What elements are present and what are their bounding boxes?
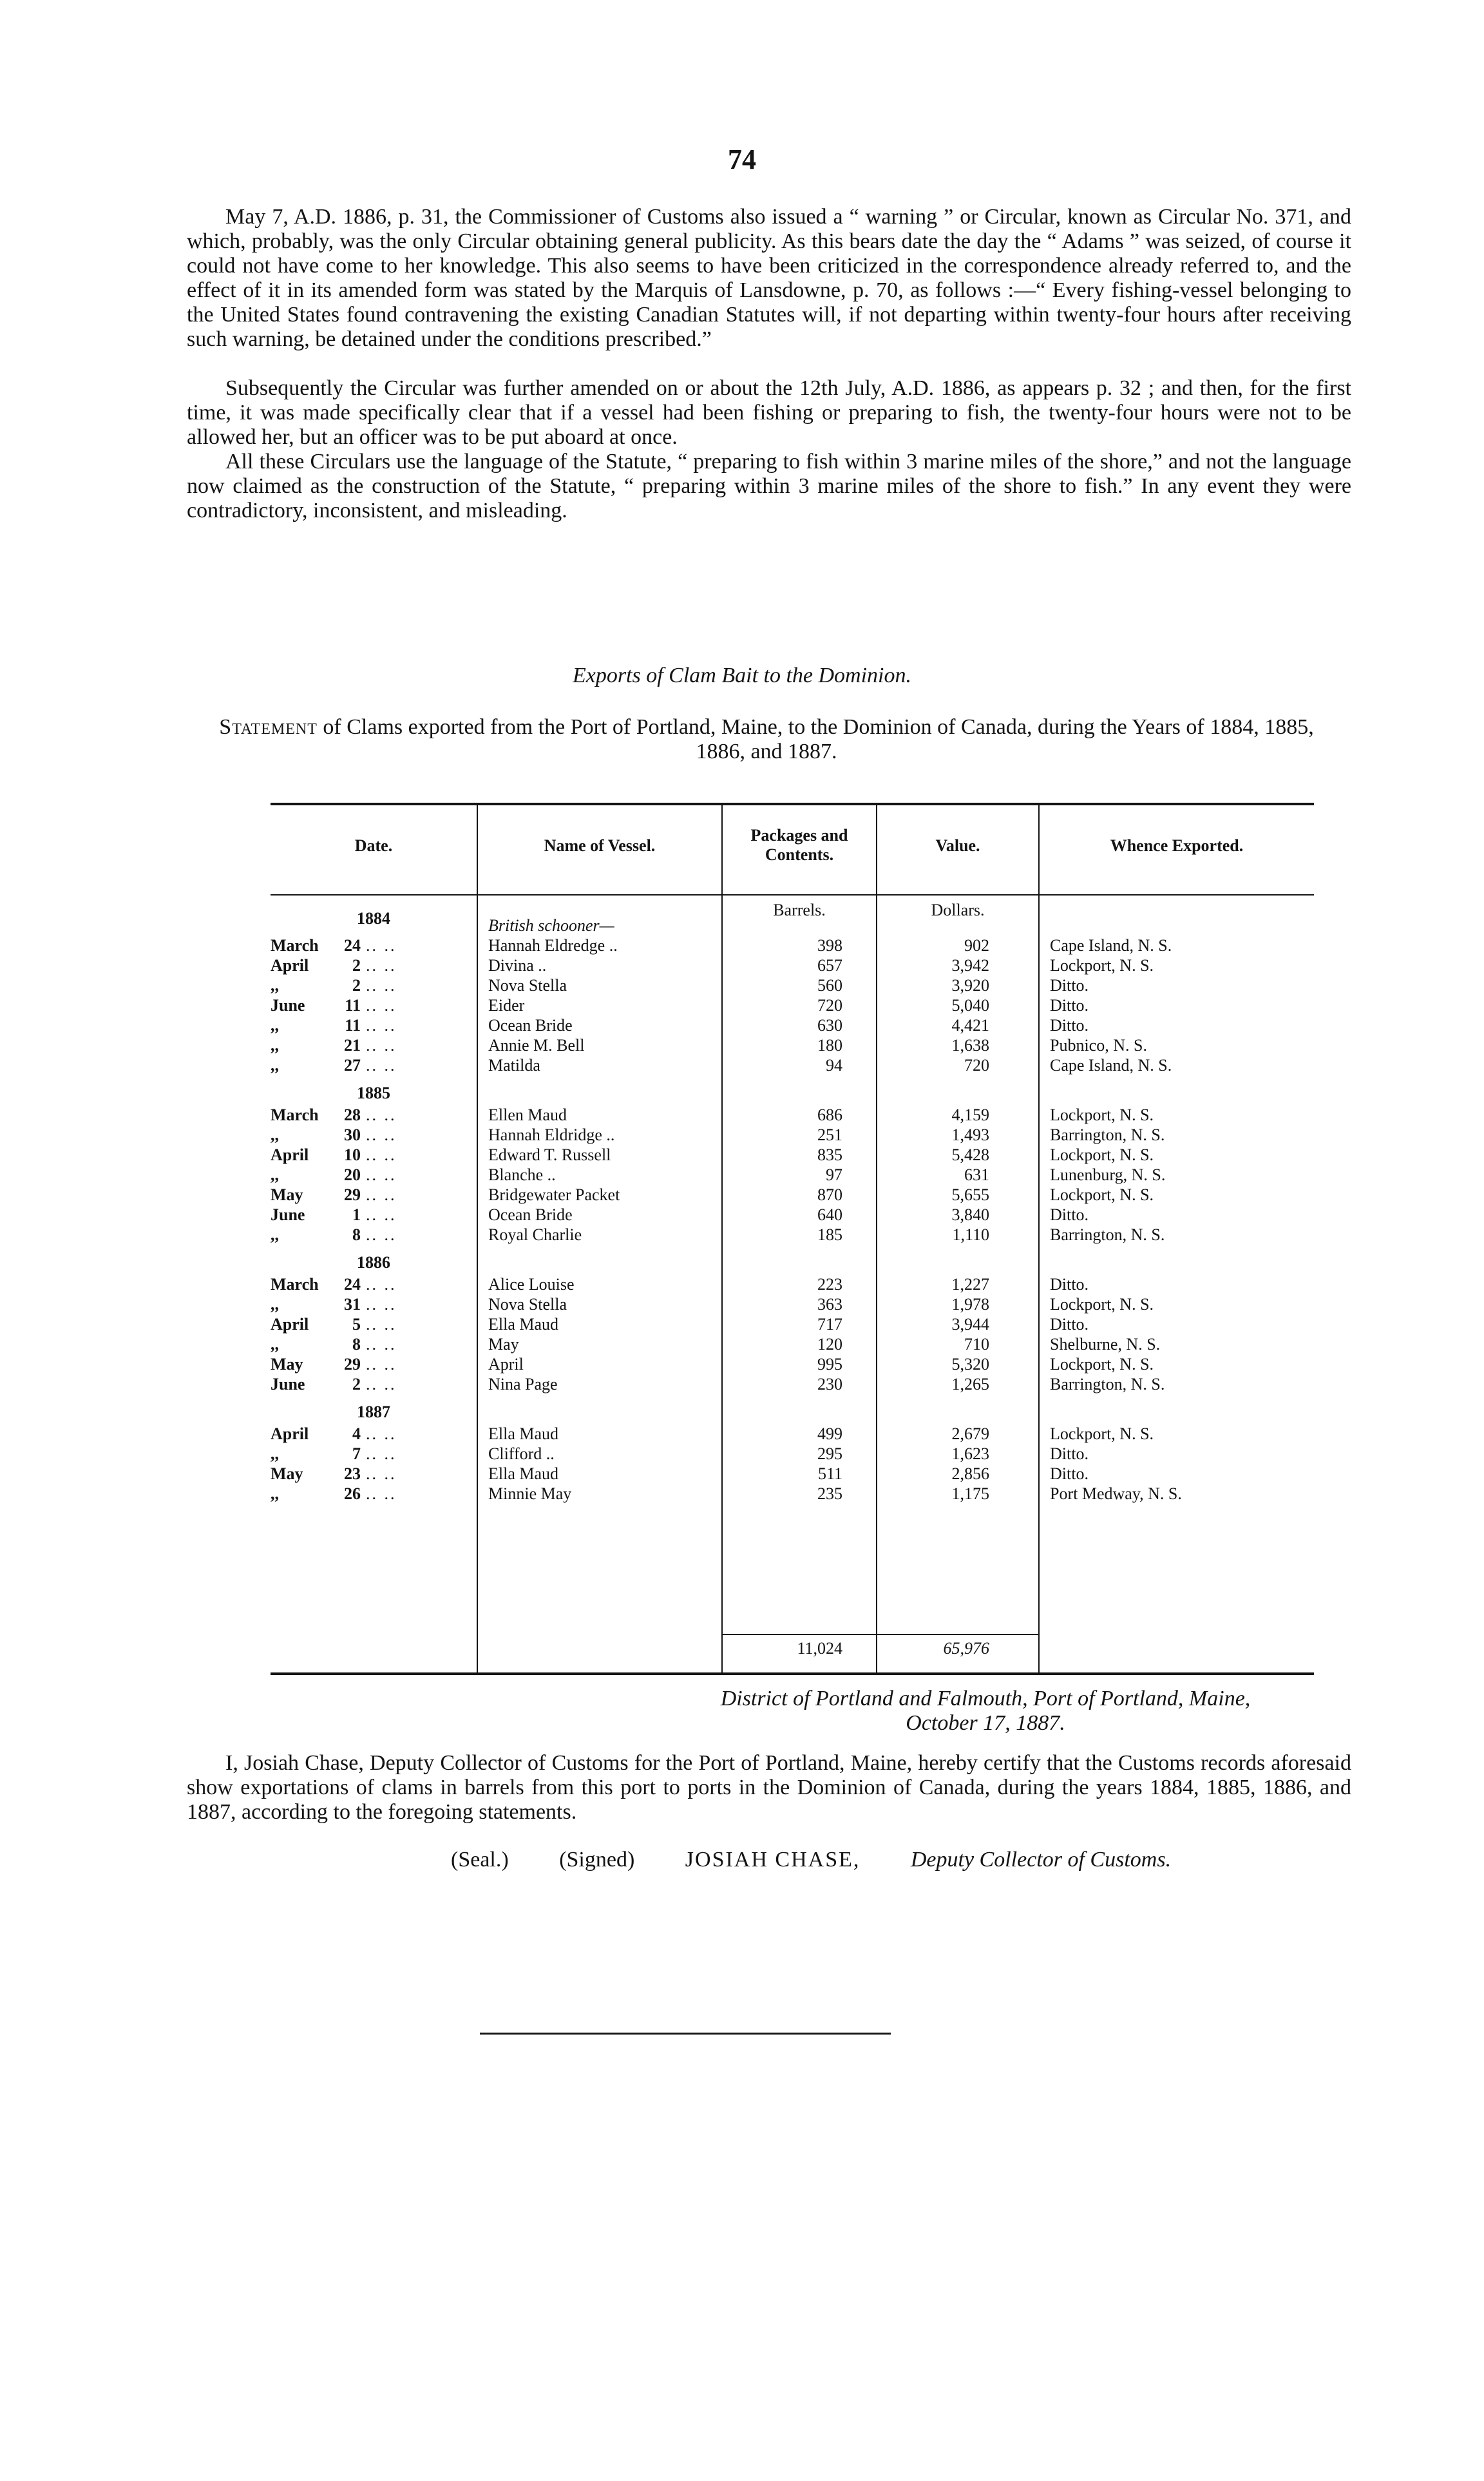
table-row	[271, 1354, 1314, 1374]
cell-packages: 720	[817, 996, 842, 1015]
cell-day: 1	[352, 1205, 361, 1224]
leader-dots: .. ..	[366, 1056, 397, 1075]
cell-whence: Shelburne, N. S.	[1050, 1335, 1161, 1354]
leader-dots: .. ..	[366, 1126, 397, 1144]
cell-packages: 499	[817, 1424, 842, 1443]
cell-month: ,,	[271, 1056, 279, 1075]
cell-value: 3,944	[951, 1315, 989, 1334]
total-rule	[723, 1634, 1038, 1635]
cell-month: ,,	[271, 1484, 279, 1503]
leader-dots: .. ..	[366, 1295, 397, 1314]
leader-dots: .. ..	[366, 1484, 397, 1503]
cell-vessel: Ocean Bride	[488, 1016, 573, 1035]
cell-month: April	[271, 956, 309, 975]
cell-whence: Lockport, N. S.	[1050, 1185, 1154, 1204]
page-number: 74	[728, 144, 756, 175]
cell-day: 20	[344, 1165, 361, 1184]
section-heading: Exports of Clam Bait to the Dominion.	[572, 664, 912, 687]
table-row	[271, 1274, 1314, 1294]
cell-whence: Lockport, N. S.	[1050, 1295, 1154, 1314]
cell-whence: Cape Island, N. S.	[1050, 1056, 1172, 1075]
cell-value: 1,623	[951, 1444, 989, 1463]
cell-packages: 295	[817, 1444, 842, 1463]
statement-caption	[206, 715, 1327, 764]
cell-whence: Ditto.	[1050, 976, 1089, 995]
leader-dots: .. ..	[366, 1464, 397, 1483]
cell-whence: Port Medway, N. S.	[1050, 1484, 1182, 1503]
cell-vessel: Nova Stella	[488, 976, 567, 995]
cell-month: ,,	[271, 1165, 279, 1184]
cell-whence: Ditto.	[1050, 1444, 1089, 1463]
year-group-header	[271, 1245, 1314, 1274]
cell-day: 26	[344, 1484, 361, 1503]
total-packages: 11,024	[797, 1639, 842, 1658]
district-line: District of Portland and Falmouth, Port of Portland, Maine,	[720, 1687, 1251, 1710]
cell-packages: 560	[817, 976, 842, 995]
cell-whence: Ditto.	[1050, 1275, 1089, 1294]
cell-vessel: Edward T. Russell	[488, 1145, 611, 1164]
header-date: Date.	[354, 836, 393, 855]
table-row	[271, 975, 1314, 995]
cell-day: 5	[352, 1315, 361, 1334]
cell-vessel: Nina Page	[488, 1375, 558, 1394]
cell-vessel: Blanche ..	[488, 1165, 556, 1184]
cell-month: April	[271, 1315, 309, 1334]
leader-dots: .. ..	[366, 1335, 397, 1354]
cell-value: 1,638	[951, 1036, 989, 1055]
leader-dots: .. ..	[366, 1145, 397, 1164]
cell-value: 902	[964, 936, 989, 955]
cell-value: 1,265	[951, 1375, 989, 1394]
cell-packages: 363	[817, 1295, 842, 1314]
cell-whence: Pubnico, N. S.	[1050, 1036, 1147, 1055]
cell-vessel: Nova Stella	[488, 1295, 567, 1314]
leader-dots: .. ..	[366, 1275, 397, 1294]
signed-label: (Signed)	[559, 1848, 635, 1872]
leader-dots: .. ..	[366, 1355, 397, 1374]
cell-vessel: Clifford ..	[488, 1444, 555, 1463]
cell-vessel: Ella Maud	[488, 1315, 559, 1334]
row-spacer	[271, 930, 1314, 935]
cell-packages: 995	[817, 1355, 842, 1374]
leader-dots: .. ..	[366, 1106, 397, 1124]
paragraph-circular-371	[187, 205, 1351, 352]
table-row	[271, 1314, 1314, 1334]
certification-paragraph: I, Josiah Chase, Deputy Collector of Customs for the Port of Portland, Maine, hereby certify that the Customs records aforesaid show exportations of clams in barrels from this port to ports in the Dominion of Canada, during the years 1884, 1885, 1886, and 1887, according to the foregoing statements.	[187, 1751, 1351, 1824]
cell-day: 2	[352, 956, 361, 975]
cell-day: 8	[352, 1225, 361, 1244]
cell-value: 1,110	[952, 1225, 989, 1244]
leader-dots: .. ..	[366, 936, 397, 955]
table-row	[271, 1464, 1314, 1484]
cell-value: 4,159	[951, 1106, 989, 1124]
cell-day: 24	[344, 1275, 361, 1294]
paragraph-text: May 7, A.D. 1886, p. 31, the Commissioner of Customs also issued a “ warning ” or Circular, known as Circular No. 371, and which, probably, was the only Circular obtaining general publicity. As this bears date the day the “ Adams ” was seized, of course it could not have come to her knowledge. This also seems to have been criticized in the correspondence already referred to, and the effect of it in its amended form was stated by the Marquis of Lansdowne, p. 70, as follows :—“ Every fishing-vessel belonging to the United States found contravening the existing Canadian Statutes will, if not departing within twenty-four hours after receiving such warning, be detained under the conditions prescribed.”	[187, 205, 1351, 351]
cell-day: 8	[352, 1335, 361, 1354]
header-vessel: Name of Vessel.	[544, 836, 656, 855]
cell-month: ,,	[271, 1295, 279, 1314]
cell-packages: 120	[817, 1335, 842, 1354]
leader-dots: .. ..	[366, 1016, 397, 1035]
cell-month: May	[271, 1185, 303, 1204]
bottom-rule	[480, 2033, 891, 2035]
cell-value: 3,942	[951, 956, 989, 975]
cell-whence: Ditto.	[1050, 1464, 1089, 1483]
table-row	[271, 1185, 1314, 1205]
table-row	[271, 1015, 1314, 1035]
table-bottom-rule	[271, 1672, 1314, 1675]
signatory-office: Deputy Collector of Customs.	[910, 1848, 1172, 1872]
cell-day: 7	[352, 1444, 361, 1463]
year-label: 1884	[357, 909, 390, 928]
cell-month: May	[271, 1355, 303, 1374]
year-label: 1887	[357, 1403, 390, 1421]
cell-value: 1,227	[951, 1275, 989, 1294]
table-row	[271, 1165, 1314, 1185]
cell-day: 30	[344, 1126, 361, 1144]
cell-day: 29	[344, 1355, 361, 1374]
cell-value: 710	[964, 1335, 989, 1354]
cell-day: 11	[345, 996, 361, 1015]
cell-month: ,,	[271, 1126, 279, 1144]
table-row	[271, 1444, 1314, 1464]
cell-vessel: May	[488, 1335, 519, 1354]
year-label: 1886	[357, 1253, 390, 1272]
cell-month: June	[271, 996, 305, 1015]
cell-packages: 686	[817, 1106, 842, 1124]
cell-month: April	[271, 1424, 309, 1443]
signature-line	[451, 1848, 1353, 1872]
table-row	[271, 1484, 1314, 1504]
cell-vessel: Eider	[488, 996, 525, 1015]
table-row	[271, 1035, 1314, 1055]
unit-dollars: Dollars.	[931, 901, 985, 919]
cell-value: 5,428	[951, 1145, 989, 1164]
year-group-header	[271, 1394, 1314, 1424]
table-row	[271, 935, 1314, 955]
cell-whence: Lockport, N. S.	[1050, 1145, 1154, 1164]
statement-lead: Statement	[219, 715, 318, 739]
cell-vessel: Ellen Maud	[488, 1106, 567, 1124]
cell-packages: 180	[817, 1036, 842, 1055]
leader-dots: .. ..	[366, 1036, 397, 1055]
cell-day: 27	[344, 1056, 361, 1075]
leader-dots: .. ..	[366, 1205, 397, 1224]
cell-month: May	[271, 1464, 303, 1483]
cell-packages: 97	[826, 1165, 842, 1184]
cell-month: March	[271, 1275, 319, 1294]
table-top-rule	[271, 803, 1314, 805]
cell-value: 3,920	[951, 976, 989, 995]
cell-month: ,,	[271, 1225, 279, 1244]
cell-whence: Lockport, N. S.	[1050, 1355, 1154, 1374]
cell-day: 31	[344, 1295, 361, 1314]
cell-value: 5,320	[951, 1355, 989, 1374]
cell-packages: 657	[817, 956, 842, 975]
header-whence: Whence Exported.	[1110, 836, 1244, 855]
paragraph-text: All these Circulars use the language of the Statute, “ preparing to fish within 3 marine miles of the shore,” and not the language now claimed as the construction of the Statute, “ preparing within 3 marine miles of the shore to fish.” In any event they were contradictory, inconsistent, and misleading.	[187, 450, 1351, 522]
cell-day: 11	[345, 1016, 361, 1035]
table-body	[271, 901, 1314, 1504]
cell-value: 720	[964, 1056, 989, 1075]
cell-day: 29	[344, 1185, 361, 1204]
seal-label: (Seal.)	[451, 1848, 509, 1872]
year-label: 1885	[357, 1084, 390, 1102]
cell-vessel: Bridgewater Packet	[488, 1185, 620, 1204]
cell-value: 1,493	[951, 1126, 989, 1144]
leader-dots: .. ..	[366, 956, 397, 975]
header-value: Value.	[935, 836, 980, 855]
cell-whence: Lockport, N. S.	[1050, 1424, 1154, 1443]
table-row	[271, 1205, 1314, 1225]
cell-month: ,,	[271, 976, 279, 995]
cell-value: 1,175	[951, 1484, 989, 1503]
cell-vessel: Hannah Eldredge ..	[488, 936, 618, 955]
table-row	[271, 995, 1314, 1015]
cell-whence: Barrington, N. S.	[1050, 1225, 1165, 1244]
cell-whence: Ditto.	[1050, 996, 1089, 1015]
vessel-class-subhead: British schooner—	[488, 916, 614, 935]
table-row	[271, 1225, 1314, 1245]
statement-text: of Clams exported from the Port of Portland, Maine, to the Dominion of Canada, during the Years of 1884, 1885, 1886, and 1887.	[323, 715, 1314, 763]
cell-whence: Lockport, N. S.	[1050, 1106, 1154, 1124]
cell-vessel: Alice Louise	[488, 1275, 575, 1294]
cell-packages: 870	[817, 1185, 842, 1204]
year-group-header	[271, 1075, 1314, 1105]
cell-value: 5,040	[951, 996, 989, 1015]
table-row	[271, 1294, 1314, 1314]
cell-vessel: Ella Maud	[488, 1424, 559, 1443]
cell-day: 2	[352, 976, 361, 995]
cell-packages: 511	[817, 1464, 842, 1483]
cell-day: 2	[352, 1375, 361, 1394]
cell-vessel: Annie M. Bell	[488, 1036, 585, 1055]
cell-vessel: Ella Maud	[488, 1464, 559, 1483]
header-packages: Packages and Contents.	[750, 826, 848, 864]
leader-dots: .. ..	[366, 1375, 397, 1394]
table-header-rule	[271, 894, 1314, 896]
cell-value: 3,840	[951, 1205, 989, 1224]
leader-dots: .. ..	[366, 996, 397, 1015]
cell-whence: Ditto.	[1050, 1205, 1089, 1224]
cell-whence: Lockport, N. S.	[1050, 956, 1154, 975]
cell-packages: 640	[817, 1205, 842, 1224]
cell-month: June	[271, 1375, 305, 1394]
cell-month: June	[271, 1205, 305, 1224]
cell-packages: 835	[817, 1145, 842, 1164]
cell-value: 5,655	[951, 1185, 989, 1204]
table-row	[271, 955, 1314, 975]
cell-month: ,,	[271, 1036, 279, 1055]
cell-whence: Cape Island, N. S.	[1050, 936, 1172, 955]
cell-month: ,,	[271, 1335, 279, 1354]
cell-value: 4,421	[951, 1016, 989, 1035]
table-row	[271, 1125, 1314, 1145]
paragraph-circulars-language	[187, 450, 1351, 523]
cell-whence: Ditto.	[1050, 1016, 1089, 1035]
cell-day: 23	[344, 1464, 361, 1483]
cell-packages: 398	[817, 936, 842, 955]
table-row	[271, 1145, 1314, 1165]
leader-dots: .. ..	[366, 1315, 397, 1334]
table-row	[271, 1424, 1314, 1444]
year-group-header	[271, 901, 1314, 935]
cell-vessel: Ocean Bride	[488, 1205, 573, 1224]
cell-packages: 94	[826, 1056, 842, 1075]
cell-value: 2,856	[951, 1464, 989, 1483]
cell-whence: Ditto.	[1050, 1315, 1089, 1334]
leader-dots: .. ..	[366, 1185, 397, 1204]
cell-packages: 717	[817, 1315, 842, 1334]
cell-value: 1,978	[951, 1295, 989, 1314]
cell-packages: 185	[817, 1225, 842, 1244]
cell-vessel: Minnie May	[488, 1484, 572, 1503]
cell-month: ,,	[271, 1444, 279, 1463]
district-dateline	[644, 1687, 1327, 1736]
cell-day: 28	[344, 1106, 361, 1124]
cell-value: 2,679	[951, 1424, 989, 1443]
table-row	[271, 1374, 1314, 1394]
cell-month: March	[271, 1106, 319, 1124]
cell-month: March	[271, 936, 319, 955]
cell-packages: 235	[817, 1484, 842, 1503]
cell-whence: Barrington, N. S.	[1050, 1375, 1165, 1394]
leader-dots: .. ..	[366, 976, 397, 995]
signatory-name: JOSIAH CHASE,	[685, 1848, 861, 1872]
district-date: October 17, 1887.	[906, 1711, 1065, 1735]
cell-whence: Lunenburg, N. S.	[1050, 1165, 1166, 1184]
cell-day: 10	[344, 1145, 361, 1164]
cell-value: 631	[964, 1165, 989, 1184]
table-row	[271, 1334, 1314, 1354]
cell-packages: 251	[817, 1126, 842, 1144]
leader-dots: .. ..	[366, 1225, 397, 1244]
cell-vessel: Royal Charlie	[488, 1225, 582, 1244]
cell-vessel: Matilda	[488, 1056, 540, 1075]
leader-dots: .. ..	[366, 1424, 397, 1443]
cell-month: April	[271, 1145, 309, 1164]
cell-packages: 630	[817, 1016, 842, 1035]
cell-packages: 223	[817, 1275, 842, 1294]
paragraph-text: Subsequently the Circular was further amended on or about the 12th July, A.D. 1886, as appears p. 32 ; and then, for the first time, it was made specifically clear that if a vessel had been fishing or preparing to fish, the twenty-four hours were not to be allowed her, but an officer was to be put aboard at once.	[187, 376, 1351, 449]
cell-day: 4	[352, 1424, 361, 1443]
unit-barrels: Barrels.	[773, 901, 826, 919]
cell-day: 24	[344, 936, 361, 955]
leader-dots: .. ..	[366, 1444, 397, 1463]
paragraph-circular-amended	[187, 376, 1351, 450]
total-value: 65,976	[943, 1639, 989, 1658]
table-row	[271, 1055, 1314, 1075]
cell-whence: Barrington, N. S.	[1050, 1126, 1165, 1144]
leader-dots: .. ..	[366, 1165, 397, 1184]
cell-vessel: Hannah Eldridge ..	[488, 1126, 615, 1144]
cell-day: 21	[344, 1036, 361, 1055]
cell-month: ,,	[271, 1016, 279, 1035]
cell-vessel: April	[488, 1355, 524, 1374]
cell-vessel: Divina ..	[488, 956, 547, 975]
cell-packages: 230	[817, 1375, 842, 1394]
table-row	[271, 1105, 1314, 1125]
